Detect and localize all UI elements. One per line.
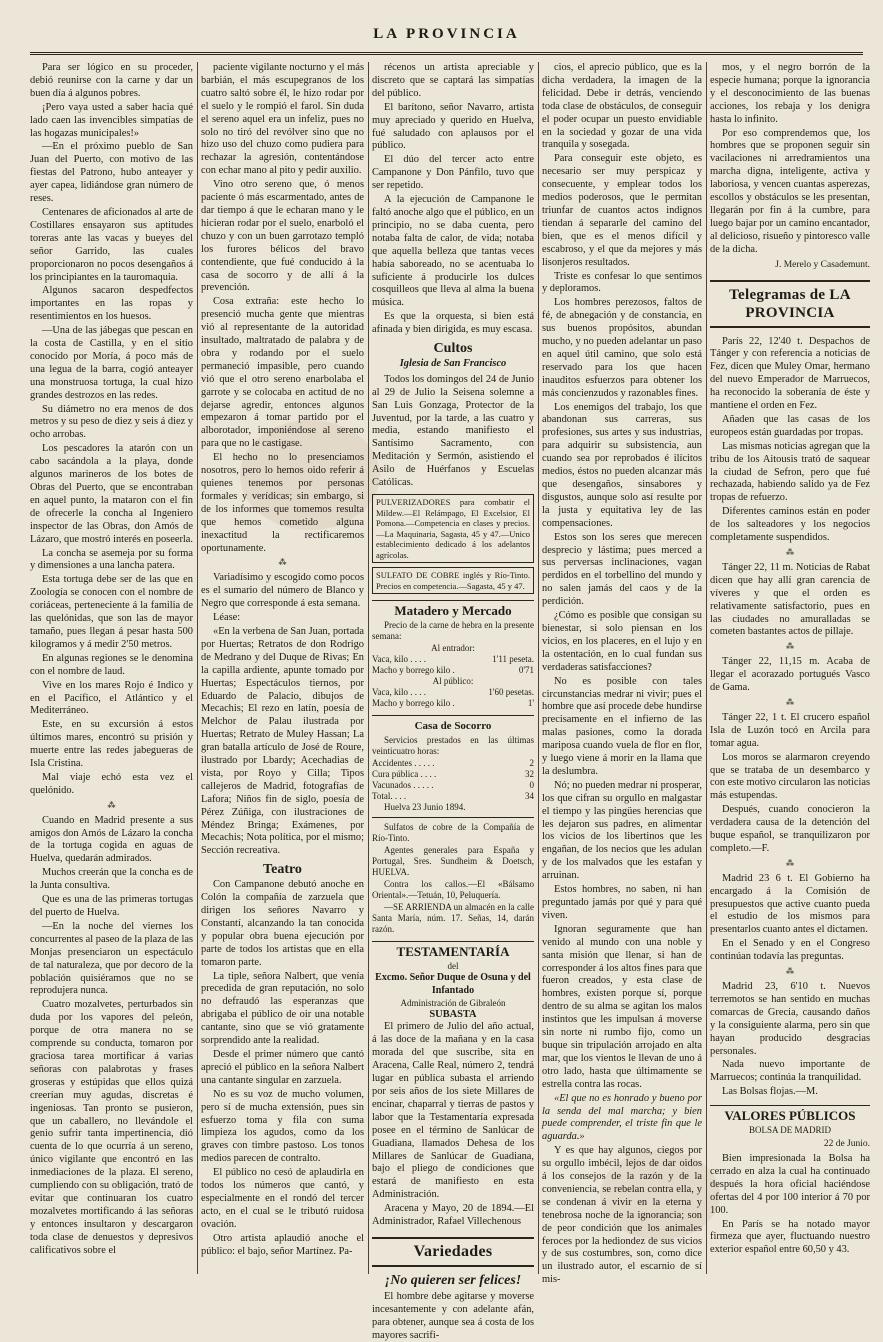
paragraph: —En el próximo pueblo de San Juan del Puerto, con motivo de las fiestas del Patrono, hubo anteayer y ayer capea, lidiándose gran número de reses. bbox=[30, 141, 193, 205]
paragraph: El dúo del tercer acto entre Campanone y Don Pánfilo, tuvo que ser repetido. bbox=[372, 154, 534, 192]
service-row bbox=[372, 769, 534, 780]
price-group-heading: Al público: bbox=[432, 675, 474, 686]
paragraph: París 22, 12'40 t. Despachos de Tánger y con referencia a noticias de Fez, dicen que Muley Omar, hermano del nuevo Emperador de Marruecos, ha reconocido la soberanía de éste y mantiene el orden en Fez. bbox=[710, 335, 870, 412]
paragraph: Nó; no pueden medrar ni prosperar, los que cifran su orgullo en malgastar el tiempo y las pingües herencias que les dejaron sus padres, en alimentar los vicios de los libertinos que les engañan, de los necios que les adulan y de los malvados que les estafan y arruinan. bbox=[542, 779, 702, 882]
paragraph: Vino otro sereno que, ó menos paciente ó más escarmentado, antes de dar tiempo á que le echaran mano y le hicieran rodar por el suelo, enarboló el chuzo y con un buen garrotazo templó los furores bélicos del bravo contendiente, que fué conducido á la casa de socorro y de allí á la prevención. bbox=[201, 179, 364, 294]
valores-title: VALORES PÚBLICOS bbox=[710, 1105, 870, 1123]
paragraph: El primero de Julio del año actual, á las doce de la mañana y en la casa morada del que suscribe, sita en Aracena, Calle Real, número 2, tendrá lugar en pública subasta el arriendo por seis años de los siete Millares de encinar, chaparral y tierras de pastos y labor que la Testamentaría expresada posee en el término de Sanlúcar de Guadiana, llamados Dehesa de los Millares de Sanlúcar de Guadiana, bajo el pliego de condiciones que estará de manifiesto en esta Administración. bbox=[372, 1021, 534, 1201]
paragraph: Los enemigos del trabajo, los que abandonan sus carreras, sus profesiones, sus artes y sus industrias, para adquirir su subsistencia, aun cuando sea por reprobados é ilícitos medios, éstos no pueden alcanzar más que desengaños, sinsabores y disgustos, aunque solo así resulte por la justa y equitativa ley de las compensaciones. bbox=[542, 401, 702, 529]
price-row bbox=[372, 687, 534, 698]
paragraph: Nada nuevo importante de Marruecos; continúa la tranquilidad. bbox=[710, 1059, 870, 1084]
paragraph: Después, cuando conocieron la verdadera causa de la detención del buque español, se tranquilizaron por completo.—F. bbox=[710, 804, 870, 854]
asterism-ornament: ⁂ bbox=[786, 548, 794, 557]
author-signature: J. Merelo y Casademunt. bbox=[775, 259, 870, 270]
paragraph: Y es que hay algunos, ciegos por su orgullo imbécil, lejos de dar oidos á los consejos de la razón y de la conveniencia, se rebelan contra ella, y se condenan á vivir en la eterna y tenebrosa noche de la ignorancia; son de peor condición que los animales feroces por la hediondez de sus vicios y de sus costumbres, son, como dice un ilustrado autor, el escarnio de sí mis- bbox=[542, 1145, 702, 1286]
advert-sulfato: SULFATO DE COBRE inglés y Río-Tinto. Precios en competencia.—Sagasta, 45 y 47. bbox=[372, 567, 534, 594]
service-total-row bbox=[372, 791, 534, 802]
divider bbox=[372, 817, 534, 818]
paragraph: Madrid 23, 6'10 t. Nuevos terremotos se han sentido en muchas comarcas de Grecia, causando daños y la consiguiente alarma, pero sin que hayan producido desgracias personales. bbox=[710, 981, 870, 1057]
paragraph: En algunas regiones se le denomina con el nombre de laud. bbox=[30, 652, 193, 677]
service-label: Accidentes . . . . . bbox=[372, 757, 435, 768]
price-group-heading: Al entrador: bbox=[431, 642, 475, 653]
column-divider bbox=[197, 62, 198, 1274]
service-label: Cura pública . . . . bbox=[372, 768, 437, 779]
paragraph: Esta tortuga debe ser de las que en Zoología se conocen con el nombre de coriáceas, perteneciente á la familia de las quelónidas, que son las de mayor tamaño, pues llegan á pesar hasta 500 kilogramos y á medir 2'50 metros. bbox=[30, 574, 193, 650]
paragraph: Para conseguir este objeto, es necesario ser muy perspicaz y consecuente, y emplear todos los medios poderosos, que le permitan triunfar de cuantos actos indignos tiendan á separarle del camino del bien, que es el menos difícil y escabroso, y el que da mejores y más lisonjeros resultados. bbox=[542, 153, 702, 268]
paragraph: récenos un artista apreciable y discreto que se captará las simpatías del público. bbox=[372, 62, 534, 99]
price-intro: Precio de la carne de hebra en la presente semana: bbox=[372, 619, 534, 641]
paragraph: Todos los domingos del 24 de Junio al 29 de Julio la Seisena solemne a San Luis Gonzaga, Protector de la Juventud, por la tarde, a las cuatro y media, estando manifiesto el Santísimo Sacramento, con Meditación y Sermón, asistiendo el Asilo de Huérfanos y Escuelas Católicas. bbox=[372, 373, 534, 489]
price-label: Vaca, kilo . . . . bbox=[372, 686, 426, 697]
notice: Contra los callos.—El «Bálsamo Oriental».—Tetuán, 10, Peluquería. bbox=[372, 878, 534, 900]
notice: Agentes generales para España y Portugal, Sres. Sundheim & Doetsch, HUELVA. bbox=[372, 844, 534, 877]
testamentaria-name: Excmo. Señor Duque de Osuna y del Infantado bbox=[375, 971, 531, 996]
date-line: Huelva 23 Junio 1894. bbox=[384, 801, 466, 812]
paragraph: La tiple, señora Nalbert, que venía precedida de gran reputación, no solo no defraudó las esperanzas que abrigaba el público de oir una notable cantante, sino que se vió gratamente sorprendido ante la realidad. bbox=[201, 970, 364, 1047]
column-1 bbox=[30, 62, 193, 1274]
price-value: 0'71 bbox=[518, 664, 534, 675]
paragraph: Cosa extraña: este hecho lo presenció mucha gente que mientras vió al representante de la autoridad insultado, maltratado de palabra y de obra y rodando por el suelo permaneció impasible, pero cuando vió que el otro sereno enarbolaba el garrote y se colocaba en actitud de no dejarse agredir, entonces algunos empezaron á tomar partido por el alborotador, imponiéndose al sereno para que no le castigase. bbox=[201, 296, 364, 450]
paragraph: Triste es confesar lo que sentimos y deploramos. bbox=[542, 270, 702, 295]
service-row bbox=[372, 758, 534, 769]
section-heading-socorro: Casa de Socorro bbox=[372, 715, 534, 733]
paragraph: Añaden que las casas de los europeos están guardadas por tropas. bbox=[710, 413, 870, 438]
paragraph: Centenares de aficionados al arte de Costillares ensayaron sus aptitudes toreras ante las vacas y bueyes del señor Garrido, las cuales proporcionaron no pocos desengaños á los principiantes en la tauromaquia. bbox=[30, 206, 193, 283]
notice: Sulfatos de cobre de la Compañía de Río-Tinto. bbox=[372, 821, 534, 843]
column-4 bbox=[542, 62, 702, 1286]
paragraph: Aracena y Mayo, 20 de 1894.—El Administrador, Rafael Villechenous bbox=[372, 1203, 534, 1228]
paragraph: Es que la orquesta, si bien está afinada y bien dirigida, es muy escasa. bbox=[372, 311, 534, 336]
paragraph: —En la noche del viernes los concurrentes al paseo de la plaza de las Monjas presenciaron un espectáculo de tal naturaleza, que por decoro de la población quisiéramos que no se reprodujera nunca. bbox=[30, 920, 193, 997]
subasta-heading: SUBASTA bbox=[429, 1008, 477, 1020]
paragraph: En el Senado y en el Congreso continúan todavía las preguntas. bbox=[710, 938, 870, 963]
paragraph: Estos son los seres que merecen desprecio y lástima; pues merced a sus perversas inclinaciones, vagan perdidos en el torbellino del mundo y no salen jamás del caos y de la perdición. bbox=[542, 531, 702, 608]
variedades-title: Variedades bbox=[372, 1237, 534, 1267]
asterism-ornament: ⁂ bbox=[107, 800, 116, 810]
paragraph: Variadísimo y escogido como pocos es el sumario del número de Blanco y Negro que corresponde á esta semana. bbox=[201, 572, 364, 610]
price-value: 1' bbox=[527, 697, 534, 708]
paragraph: Tánger 22, 1 t. El crucero español Isla de Luzón tocó en Arcila para tomar agua. bbox=[710, 711, 870, 749]
paragraph: cios, el aprecio público, que es la dicha verdadera, la imagen de la felicidad. Debe ir detrás, venciendo toda clase de obstáculos, de conseguir el poder ocupar un puesto envidiable en la sociedad y gozar de una vida tranquila y sosegada. bbox=[542, 62, 702, 151]
paragraph: Ignoran seguramente que han venido al mundo con una noble y santa misión que llenar, si han de corresponder á los altos fines para que fueron creados, y esta clase de hombres, existen porque sí, porque dentro de su alma se agitan los malos instintos que les impulsan á moverse sin norte ni rumbo fijo, como un buque sin tripulación arrojado en alta mar, que los vientos le llevan de uno á otro lado, hasta que últimamente se estrella contra las rocas. bbox=[542, 923, 702, 1090]
notice: —SE ARRIENDA un almacén en la calle Santa María, núm. 17. Señas, 14, darán razón. bbox=[372, 901, 534, 934]
section-heading-teatro: Teatro bbox=[263, 862, 302, 878]
paragraph: Con Campanone debutó anoche en Colón la compañía de zarzuela que dirigen los señores Navarro y Constantí, alcanzando la tan conocida y popular obra buena ejecución por parte de todos los artistas que en ella tomaron parte. bbox=[201, 879, 364, 968]
paragraph: La concha se asemeja por su forma y dimensiones a una lancha patera. bbox=[30, 547, 193, 572]
paragraph: Cuando en Madrid presente a sus amigos don Amós de Lázaro la concha de la tortuga cogida en aguas de Huelva, quedarán admirados. bbox=[30, 814, 193, 865]
service-value: 2 bbox=[529, 757, 534, 768]
price-value: 1'11 peseta. bbox=[492, 653, 534, 664]
asterism-ornament: ⁂ bbox=[786, 858, 794, 868]
paragraph: Que es una de las primeras tortugas del puerto de Huelva. bbox=[30, 894, 193, 918]
paragraph: Diferentes caminos están en poder de los salteadores y los negocios completamente suspendidos. bbox=[710, 506, 870, 544]
column-divider bbox=[538, 62, 539, 1274]
service-intro: Servicios prestados en las últimas veinticuatro horas: bbox=[372, 734, 534, 756]
quote: «El que no es honrado y bueno por la senda del mal marcha; y bien puede comprender, el triste fin que le aguarda.» bbox=[542, 1092, 702, 1143]
column-3 bbox=[372, 62, 534, 1341]
bolsa-date: 22 de Junio. bbox=[823, 1139, 870, 1150]
price-label: Vaca, kilo . . . . bbox=[372, 653, 426, 664]
newspaper-title: LA PROVINCIA bbox=[373, 26, 520, 42]
paragraph: Los moros se alarmaron creyendo que se trataba de un desembarco y con este motivo circularon las noticias más estupendas. bbox=[710, 751, 870, 802]
service-label: Total. . . . bbox=[372, 790, 407, 801]
paragraph: El hombre debe agitarse y moverse incesantemente y con adelante afán, para obtener, aunque sea á costa de los mayores sacrifi- bbox=[372, 1290, 534, 1341]
paragraph: Los hombres perezosos, faltos de fé, de abnegación y de constancia, en sus buenos propósitos, abundan mucho, y no pueden adelantar un paso en aquel útil camino, que solo está reservado para los que hacen inauditos esfuerzos para obtener los más concienzudos y razonables fines. bbox=[542, 297, 702, 399]
paragraph: A la ejecución de Campanone le faltó anoche algo que el público, en un principio, no se daba cuenta, pero notaba falta de calor, de vida; notaba que aquella belleza que tantas veces había saboreado, no se acentuaba lo suficiente á producirle los dulces cosquilleos que lleva al alma la buena música. bbox=[372, 194, 534, 309]
paragraph: Para ser lógico en su proceder, debió reunirse con la carne y dar un buen día á algunos pobres. bbox=[30, 62, 193, 99]
paragraph: ¡Pero vaya usted a saber hacia qué lado caen las invencibles simpatías de las hogazas municipales!» bbox=[30, 101, 193, 139]
asterism-ornament: ⁂ bbox=[786, 642, 794, 652]
testamentaria-admin: Administración de Gibraleón bbox=[400, 997, 506, 1008]
variedades-subtitle: ¡No quieren ser felices! bbox=[384, 1272, 522, 1288]
paragraph: Tánger 22, 11 m. Noticias de Rabat dicen que hay allí gran carencia de víveres y que el orden es relativamente satisfactorio, pues en las ciudades no amuralladas se cometen bastantes actos de pillaje. bbox=[710, 561, 870, 638]
asterism-ornament: ⁂ bbox=[278, 558, 287, 568]
column-5 bbox=[710, 62, 870, 1274]
service-value: 32 bbox=[525, 768, 534, 779]
testamentaria-del: del bbox=[447, 960, 459, 971]
paragraph: El público no cesó de aplaudirla en todos los números que cantó, y especialmente en el rondó del tercer acto, en el cual se le tributó ruidosa ovación. bbox=[201, 1167, 364, 1230]
paragraph: Por eso comprendemos que, los hombres que se proponen seguir sin vacilaciones ni arredramientos una marcha digna, inteligente, activa y laboriosa, y vencen cuantas asperezas, escollos y obstáculos se les presentan, llegarán por fin á la cumbre, para luego bajar por un camino encantador, al delicioso, risueño y pintoresco valle de la dicha. bbox=[710, 127, 870, 255]
asterism-ornament: ⁂ bbox=[786, 967, 794, 977]
section-heading-cultos: Cultos bbox=[433, 341, 473, 357]
paragraph: Las mismas noticias agregan que la tribu de los Aitousis trató de saquear la ciudad de Sefron, pero que fué rechazada, habiendo salido ya de Fez tropas de refuerzo. bbox=[710, 440, 870, 504]
price-row bbox=[372, 665, 534, 676]
price-label: Macho y borrego kilo . bbox=[372, 664, 455, 675]
paragraph: El barítono, señor Navarro, artista muy apreciado y querido en Huelva, fué saludado con aplausos por el público. bbox=[372, 101, 534, 152]
paragraph: Madrid 23 6 t. El Gobierno ha encargado á la Comisión de presupuestos que active cuanto pueda el estudio de los mismos para presentarlos cuanto antes el dictamen. bbox=[710, 872, 870, 936]
asterism-ornament: ⁂ bbox=[786, 697, 794, 707]
subheading-iglesia: Iglesia de San Francisco bbox=[399, 357, 507, 369]
service-label: Vacunados . . . . . bbox=[372, 779, 434, 790]
paragraph: Estos hombres, no saben, ni han preguntado jamás por qué y para qué viven. bbox=[542, 884, 702, 921]
paragraph: Bien impresionada la Bolsa ha cerrado en alza la cual ha continuado después la hora oficial haciéndose ofertas del 4 por 100 interior á 70 por 100. bbox=[710, 1152, 870, 1216]
paragraph: En París se ha notado mayor firmeza que ayer, fluctuando nuestro exterior español entre 60,50 y 43. bbox=[710, 1218, 870, 1256]
telegramas-title: Telegramas de LA PROVINCIA bbox=[710, 280, 870, 328]
section-heading-matadero: Matadero y Mercado bbox=[372, 600, 534, 618]
advert-pulverizadores: PULVERIZADORES para combatir el Mildew.—El Relámpago, El Excelsior, El Pomona.—Competencia en clases y precios.—La Maquinaria, Sagasta, 45 y 47.—Unico establecimiento dedicado á los adelantos agrícolas. bbox=[372, 494, 534, 563]
paragraph: Tánger 22, 11,15 m. Acaba de llegar el acorazado portugués Vasco de Gama. bbox=[710, 656, 870, 694]
header-rule bbox=[30, 52, 863, 55]
paragraph: Vive en los mares Rojo é Indico y en el Pacífico, el Atlántico y el Mediterráneo. bbox=[30, 679, 193, 717]
paragraph: Los pescadores la atarón con un cabo sacándola a la playa, donde algunos marineros de los botes de Obras del Puerto, que se encontraban en aquel punto, la mataron con el fin de ofrecerle la concha al Ingeniero inspector de las Obras, don Amós de Lázaro, que mostró interés en poseerla. bbox=[30, 443, 194, 545]
paragraph: mos, y el negro borrón de la especie humana; porque la ignorancia y el desconocimiento de las buenas acciones, los rebaja y los denigra hasta lo infinito. bbox=[710, 62, 870, 125]
paragraph: Este, en su excursión á estos últimos mares, encontró su prisión y muerte entre las redes jabegueras de Isla Cristina. bbox=[30, 719, 193, 770]
service-row bbox=[372, 780, 534, 791]
column-divider bbox=[706, 62, 707, 1274]
paragraph: Cuatro mozalvetes, perturbados sin duda por los vapores del peleón, porque de otra manera no se comprende su conducta, tomaron por graciosa tarea mortificar á varias señoras con palabrotas y frases groseras y estúpidas que ellos quizá creerían muy agudas, discretas é ingeniosas. Tan pronto se pusieron, que un caballero, no llevándole el genio sufrir tanta impertinencia, dió cuenta de lo que ocurría á un sereno, único vigilante que encontró en las inmediaciones de la plaza. El sereno, cumpliendo con su obligación, trató de evitar que continuaran los cuatro mozalvetes mortificando á las señoras y entonces insultaron y descargaron toda clase de denuestos y depresivos calificativos sobre el bbox=[30, 999, 193, 1256]
page-header bbox=[30, 22, 863, 60]
paragraph: Léase: bbox=[213, 612, 241, 624]
price-row bbox=[372, 698, 534, 709]
service-value: 0 bbox=[529, 779, 534, 790]
testamentaria-title: TESTAMENTARÍA bbox=[372, 941, 534, 959]
paragraph: Su diámetro no era menos de dos metros y su peso de diez y seis á diez y ocho arrobas. bbox=[30, 403, 193, 441]
service-value: 34 bbox=[525, 790, 534, 801]
paragraph: Las Bolsas flojas.—M. bbox=[722, 1086, 818, 1098]
paragraph: No es posible con tales circunstancias medrar ni vivir; pues el hombre que así procede debe hundirse precisamente en el infierno de las malas pasiones, como la dorada mariposa cuando vuela de flor en flor, y luego viene á morir en la llama que la deslumbra. bbox=[542, 675, 702, 777]
paragraph: Mal viaje echó esta vez el quelónido. bbox=[30, 771, 193, 796]
price-row bbox=[372, 654, 534, 665]
paragraph: Desde el primer número que cantó apreció el público en la señora Nalbert una cantante singular en zarzuela. bbox=[201, 1048, 364, 1086]
column-2 bbox=[201, 62, 364, 1274]
paragraph: Otro artista aplaudió anoche el público: el bajo, señor Martínez. Pa- bbox=[201, 1232, 364, 1257]
column-divider bbox=[368, 62, 369, 1274]
paragraph: paciente vigilante nocturno y el más barbián, el más escupegranos de los cuatro saltó sobre él, le hizo rodar por el suelo y le rompió el farol. Sin duda el sereno aquel era un infeliz, pues no solo no tiró del revólver sino que no hizo uso del chuzo como pudiera para rechazar la agresión, contentándose con echar mano al pito y pedir auxilio. bbox=[201, 62, 364, 177]
price-value: 1'60 pesetas. bbox=[488, 686, 534, 697]
paragraph: —Una de las jábegas que pescan en la costa de Castilla, y en el sitio conocido por Moría, á poco más de una legua de la barra, cogió anteayer una monstruosa tortuga, la cual hizo grandes destrozos en las redes. bbox=[30, 325, 193, 401]
paragraph: ¿Cómo es posible que consigan su bienestar, si solo piensan en los vicios, en los placeres, en el lujo y en la ostentación, en lo cual fundan sus verdaderas satisfacciones? bbox=[542, 610, 702, 673]
paragraph: Muchos creerán que la concha es de la Junta consultiva. bbox=[30, 867, 193, 892]
paragraph: Algunos sacaron despedfectos importantes en las ropas y resentimientos en los huesos. bbox=[30, 285, 193, 323]
paragraph: El hecho no lo presenciamos nosotros, pero lo hemos oido referir á quienes tenemos por personas formales y verídicas; sin embargo, si de los informes que tomemos resulta que hemos cometido alguna inexactitud la rectificaremos oportunamente. bbox=[201, 452, 364, 554]
paragraph: «En la verbena de San Juan, portada por Huertas; Retratos de don Rodrigo de Medrano y del Duque de Rivas; En la capilla ardiente, apunte tomado por Huertas; Espectáculos tiernos, por Eduardo de Palacio, dibujos de Mecachis; El rezo en latín, poesía de Melchor de Palau ilustrada por Huertas; Retrato de Muley Hassan; La gran batalla artículo de José de Roure, ilustrado por Lbardy; Acechadias de vista, por Royo y Cilla; Tipos callejeros de Madrid, fotografías de Lafora; Niños fin de siglo, poesía de Pérez Zúñiga, con ilustraciones de Méndez Bringa; Exámenes, por Mecachis; Nota política, por el mismo; Sección recreativa. bbox=[201, 625, 364, 857]
price-label: Macho y borrego kilo . bbox=[372, 697, 455, 708]
paragraph: No es su voz de mucho volumen, pero sí de mucha extensión, pues sin esfuerzo toma y fila con suma limpieza los agudos, como da los graves con timbre pastoso. Los tonos medios parecen de contralto. bbox=[201, 1088, 364, 1165]
bolsa-subtitle: BOLSA DE MADRID bbox=[748, 1125, 831, 1136]
